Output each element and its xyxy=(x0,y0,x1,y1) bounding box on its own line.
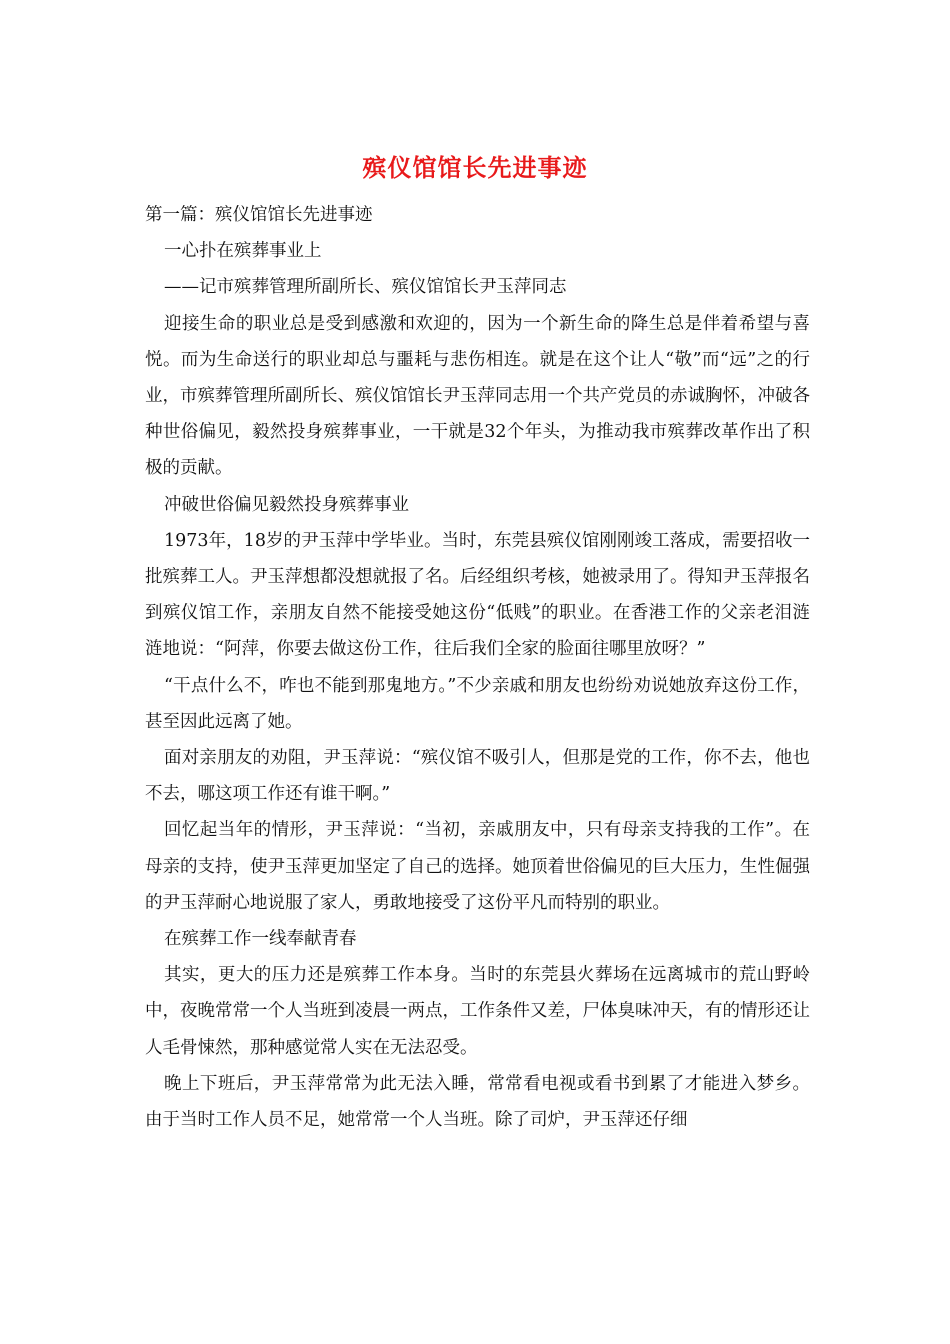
paragraph: 迎接生命的职业总是受到感激和欢迎的，因为一个新生命的降生总是伴着希望与喜悦。而为生命送行的职业却总与噩耗与悲伤相连。就是在这个让人“敬”而“远”之的行业，市殡葬管理所副所长、殡仪馆馆长尹玉萍同志用一个共产党员的赤诚胸怀，冲破各种世俗偏见，毅然投身殡葬事业，一干就是32个年头，为推动我市殡葬改革作出了积极的贡献。 xyxy=(145,313,810,479)
document-body xyxy=(145,197,810,1138)
paragraph: ——记市殡葬管理所副所长、殡仪馆馆长尹玉萍同志 xyxy=(164,277,567,298)
paragraph: 其实，更大的压力还是殡葬工作本身。当时的东莞县火葬场在远离城市的荒山野岭中，夜晚常常一个人当班到凌晨一两点，工作条件又差，尸体臭味冲天，有的情形还让人毛骨悚然，那种感觉常人实在无法忍受。 xyxy=(145,965,810,1058)
paragraph: 冲破世俗偏见毅然投身殡葬事业 xyxy=(164,494,409,515)
paragraph: 回忆起当年的情形，尹玉萍说：“当初，亲戚朋友中，只有母亲支持我的工作”。在母亲的支持，使尹玉萍更加坚定了自己的选择。她顶着世俗偏见的巨大压力，生性倔强的尹玉萍耐心地说服了家人，勇敢地接受了这份平凡而特别的职业。 xyxy=(145,820,810,913)
paragraph: 1973年，18岁的尹玉萍中学毕业。当时，东莞县殡仪馆刚刚竣工落成，需要招收一批殡葬工人。尹玉萍想都没想就报了名。后经组织考核，她被录用了。得知尹玉萍报名到殡仪馆工作，亲朋友自然不能接受她这份“低贱”的职业。在香港工作的父亲老泪涟涟地说：“阿萍，你要去做这份工作，往后我们全家的脸面往哪里放呀？” xyxy=(145,530,810,660)
paragraph: 第一篇：殡仪馆馆长先进事迹 xyxy=(145,205,373,225)
paragraph: 晚上下班后，尹玉萍常常为此无法入睡，常常看电视或看书到累了才能进入梦乡。由于当时工作人员不足，她常常一个人当班。除了司炉，尹玉萍还仔细 xyxy=(145,1073,810,1131)
paragraph: 面对亲朋友的劝阻，尹玉萍说：“殡仪馆不吸引人，但那是党的工作，你不去，他也不去，哪这项工作还有谁干啊。” xyxy=(145,748,810,805)
paragraph: 一心扑在殡葬事业上 xyxy=(164,241,322,262)
paragraph: “干点什么不，咋也不能到那鬼地方。”不少亲戚和朋友也纷纷劝说她放弃这份工作，甚至因此远离了她。 xyxy=(145,675,810,732)
document-title: 殡仪馆馆长先进事迹 xyxy=(362,153,588,182)
paragraph: 在殡葬工作一线奉献青春 xyxy=(164,929,357,950)
